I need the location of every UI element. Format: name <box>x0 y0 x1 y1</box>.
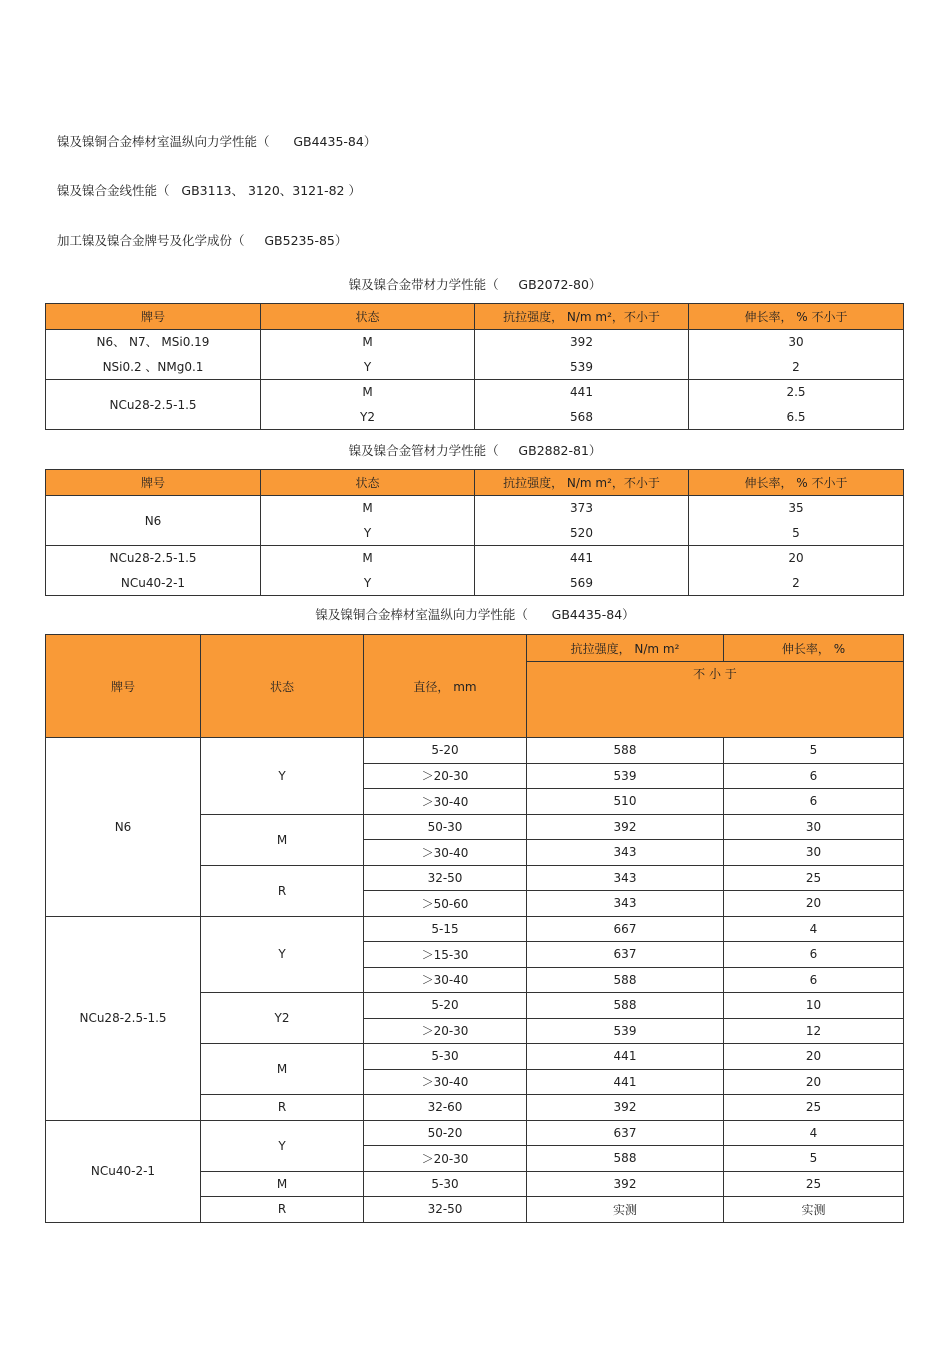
diameter-cell: ＞20-30 <box>364 1018 527 1044</box>
diameter-cell: ＞50-60 <box>364 891 527 917</box>
state-cell: M <box>201 814 364 865</box>
state-cell: R <box>201 1095 364 1121</box>
diameter-cell: 5-30 <box>364 1171 527 1197</box>
header-state: 状态 <box>261 470 475 496</box>
intro-line-1: 镍及镍铜合金棒材室温纵向力学性能（ GB4435-84） <box>57 134 377 149</box>
diameter-cell: 5-20 <box>364 993 527 1019</box>
elongation-cell: 实测 <box>724 1197 904 1223</box>
strength-cell: 441 <box>527 1069 724 1095</box>
header-state: 状态 <box>201 635 364 738</box>
elongation-cell: 35 5 <box>689 496 904 546</box>
header-grade: 牌号 <box>46 304 261 330</box>
state-cell: Y <box>201 916 364 993</box>
grade-cell: N6、 N7、 MSi0.19 NSi0.2 、NMg0.1 <box>46 330 261 380</box>
state-cell: M Y <box>261 546 475 596</box>
bar-table-body <box>46 738 904 1223</box>
strength-cell: 588 <box>527 738 724 764</box>
elongation-cell: 25 <box>724 865 904 891</box>
strength-cell: 实测 <box>527 1197 724 1223</box>
strength-cell: 441 <box>527 1044 724 1070</box>
elongation-cell: 30 2 <box>689 330 904 380</box>
elongation-cell: 5 <box>724 738 904 764</box>
elongation-cell: 20 <box>724 1044 904 1070</box>
elongation-cell: 20 <box>724 891 904 917</box>
elongation-cell: 2.5 6.5 <box>689 380 904 430</box>
header-elongation: 伸长率， % <box>724 635 904 662</box>
grade-cell: NCu40-2-1 <box>46 1120 201 1222</box>
strength-cell: 637 <box>527 1120 724 1146</box>
diameter-cell: 5-15 <box>364 916 527 942</box>
strength-cell: 373 520 <box>475 496 689 546</box>
state-cell: Y <box>201 738 364 815</box>
strength-cell: 510 <box>527 789 724 815</box>
diameter-cell: 5-20 <box>364 738 527 764</box>
strength-cell: 441 568 <box>475 380 689 430</box>
diameter-cell: ＞30-40 <box>364 789 527 815</box>
diameter-cell: 32-50 <box>364 1197 527 1223</box>
elongation-cell: 30 <box>724 840 904 866</box>
elongation-cell: 20 <box>724 1069 904 1095</box>
header-strength: 抗拉强度， N/m m² <box>527 635 724 662</box>
strength-cell: 343 <box>527 865 724 891</box>
strength-cell: 539 <box>527 763 724 789</box>
strip-properties-table <box>45 303 904 430</box>
strength-cell: 667 <box>527 916 724 942</box>
state-cell: M Y <box>261 330 475 380</box>
elongation-cell: 6 <box>724 763 904 789</box>
state-cell: M <box>201 1044 364 1095</box>
strength-cell: 588 <box>527 1146 724 1172</box>
table-row <box>46 330 904 380</box>
header-diameter: 直径， mm <box>364 635 527 738</box>
table-row <box>46 1120 904 1146</box>
state-cell: M Y <box>261 496 475 546</box>
table-row <box>46 546 904 596</box>
table1-caption: 镍及镍合金带材力学性能（ GB2072-80） <box>348 277 602 292</box>
elongation-cell: 10 <box>724 993 904 1019</box>
header-elongation: 伸长率， % 不小于 <box>689 304 904 330</box>
elongation-cell: 4 <box>724 916 904 942</box>
table-row <box>46 380 904 430</box>
grade-cell: N6 <box>46 738 201 917</box>
elongation-cell: 20 2 <box>689 546 904 596</box>
elongation-cell: 12 <box>724 1018 904 1044</box>
table-row <box>46 496 904 546</box>
header-not-less-than: 不 小 于 <box>527 662 904 738</box>
strength-cell: 539 <box>527 1018 724 1044</box>
strength-cell: 441 569 <box>475 546 689 596</box>
bar-properties-table <box>45 634 904 1223</box>
diameter-cell: 32-60 <box>364 1095 527 1121</box>
state-cell: R <box>201 865 364 916</box>
elongation-cell: 6 <box>724 789 904 815</box>
header-grade: 牌号 <box>46 470 261 496</box>
table3-caption: 镍及镍铜合金棒材室温纵向力学性能（ GB4435-84） <box>315 607 635 622</box>
intro-line-3: 加工镍及镍合金牌号及化学成份（ GB5235-85） <box>57 233 348 248</box>
grade-cell: NCu28-2.5-1.5 NCu40-2-1 <box>46 546 261 596</box>
diameter-cell: ＞20-30 <box>364 1146 527 1172</box>
diameter-cell: 50-30 <box>364 814 527 840</box>
elongation-cell: 6 <box>724 942 904 968</box>
state-cell: M <box>201 1171 364 1197</box>
diameter-cell: 32-50 <box>364 865 527 891</box>
diameter-cell: 50-20 <box>364 1120 527 1146</box>
grade-cell: N6 <box>46 496 261 546</box>
intro-line-2: 镍及镍合金线性能（ GB3113、 3120、3121-82 ） <box>57 183 361 198</box>
strength-cell: 392 <box>527 1095 724 1121</box>
state-cell: Y2 <box>201 993 364 1044</box>
state-cell: M Y2 <box>261 380 475 430</box>
strength-cell: 588 <box>527 967 724 993</box>
elongation-cell: 5 <box>724 1146 904 1172</box>
elongation-cell: 30 <box>724 814 904 840</box>
diameter-cell: ＞30-40 <box>364 840 527 866</box>
state-cell: R <box>201 1197 364 1223</box>
strength-cell: 392 <box>527 814 724 840</box>
grade-cell: NCu28-2.5-1.5 <box>46 916 201 1120</box>
header-grade: 牌号 <box>46 635 201 738</box>
strength-cell: 588 <box>527 993 724 1019</box>
tube-properties-table <box>45 469 904 596</box>
diameter-cell: 5-30 <box>364 1044 527 1070</box>
state-cell: Y <box>201 1120 364 1171</box>
elongation-cell: 25 <box>724 1171 904 1197</box>
table2-caption: 镍及镍合金管材力学性能（ GB2882-81） <box>348 443 602 458</box>
strength-cell: 637 <box>527 942 724 968</box>
strength-cell: 343 <box>527 840 724 866</box>
header-elongation: 伸长率， % 不小于 <box>689 470 904 496</box>
diameter-cell: ＞20-30 <box>364 763 527 789</box>
strength-cell: 343 <box>527 891 724 917</box>
header-strength: 抗拉强度， N/m m²，不小于 <box>475 470 689 496</box>
strength-cell: 392 539 <box>475 330 689 380</box>
elongation-cell: 4 <box>724 1120 904 1146</box>
header-state: 状态 <box>261 304 475 330</box>
table-row <box>46 916 904 942</box>
diameter-cell: ＞30-40 <box>364 1069 527 1095</box>
header-strength: 抗拉强度， N/m m²，不小于 <box>475 304 689 330</box>
strength-cell: 392 <box>527 1171 724 1197</box>
diameter-cell: ＞30-40 <box>364 967 527 993</box>
elongation-cell: 6 <box>724 967 904 993</box>
table-row <box>46 738 904 764</box>
grade-cell: NCu28-2.5-1.5 <box>46 380 261 430</box>
diameter-cell: ＞15-30 <box>364 942 527 968</box>
elongation-cell: 25 <box>724 1095 904 1121</box>
